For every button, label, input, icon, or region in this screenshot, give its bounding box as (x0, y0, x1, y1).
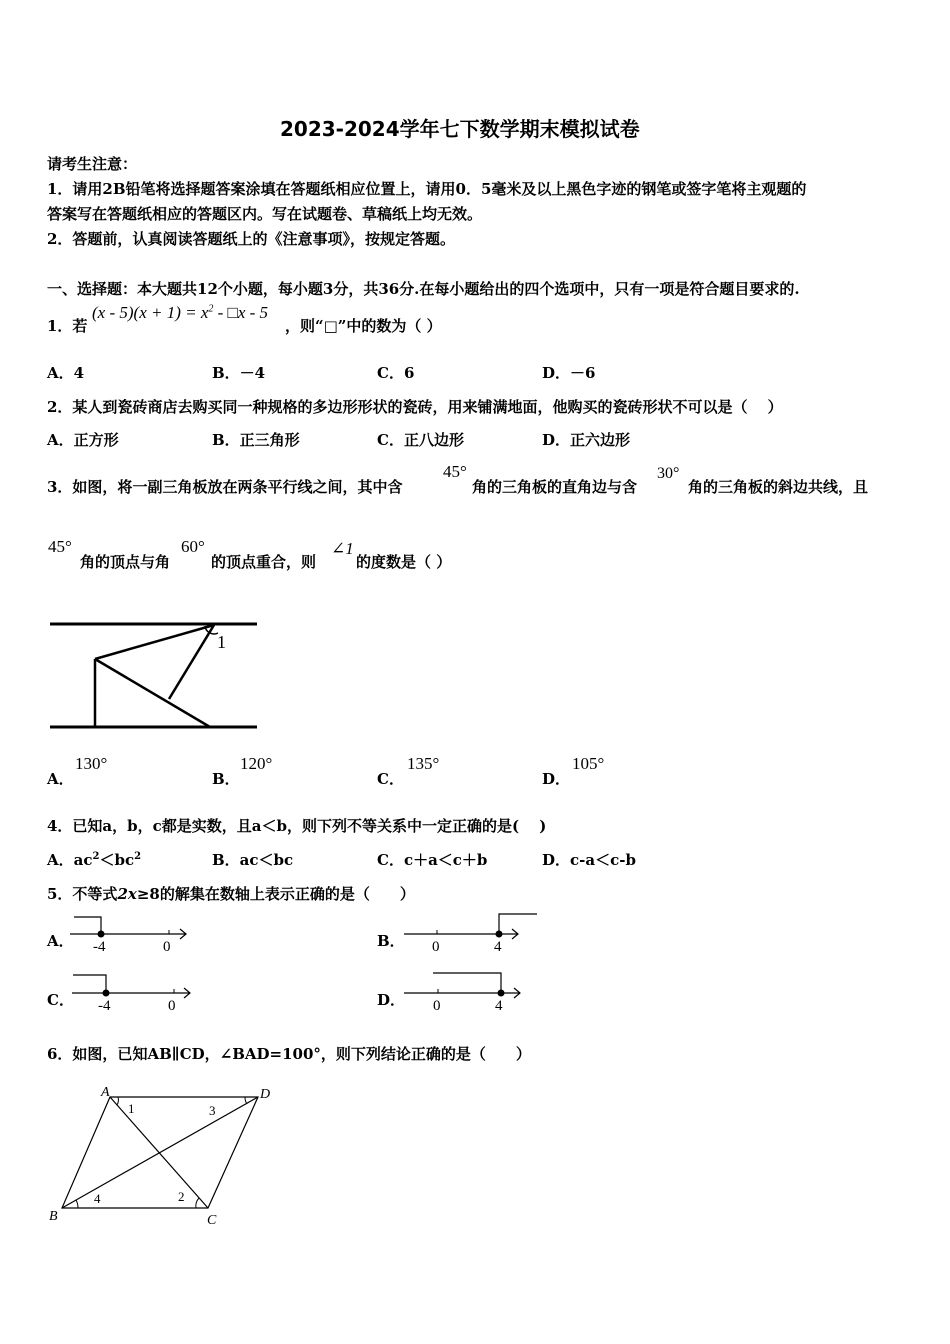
q1-formula: $(x - 5)(x + 1) = x^2$ - □x - 5 (92, 303, 269, 322)
angle-1-arc (117, 1097, 118, 1105)
q3-angle: ∠1 (331, 539, 354, 558)
q3-option-b-value: 120° (240, 754, 273, 773)
solid-dot (496, 931, 503, 938)
angle-3-arc (245, 1097, 247, 1104)
q1-option-a[interactable]: A．4 (47, 364, 85, 382)
q1-suffix: ，则“□”中的数为（ ） (285, 317, 442, 335)
q3-text-1: 3．如图，将一副三角板放在两条平行线之间，其中含 (47, 478, 403, 496)
tick-label: 0 (168, 998, 176, 1014)
vertex-b-label: B (49, 1209, 58, 1224)
q1-option-d[interactable]: D．－6 (542, 364, 596, 382)
q5-option-a-letter[interactable]: A． (47, 932, 74, 950)
notice-heading: 请考生注意： (47, 155, 138, 173)
q4-option-a[interactable]: A．$ac^2<bc^2$ (47, 851, 142, 869)
q3-degree-60: 60° (181, 537, 205, 556)
q3-option-b-letter[interactable]: B． (212, 770, 240, 788)
q3-option-c-value: 135° (407, 754, 440, 773)
q3-text-4: 角的顶点与角 (80, 553, 171, 571)
q4-option-b[interactable]: B．ac＜bc (212, 851, 294, 869)
vertex-d-label: D (260, 1087, 271, 1102)
tick-label: 0 (432, 939, 440, 955)
q5-option-d-line (404, 973, 520, 1014)
angle-4-label: 4 (94, 1191, 101, 1206)
q2-option-b[interactable]: B．正三角形 (212, 431, 300, 449)
notice-line-1: 1．请用2B铅笔将选择题答案涂填在答题纸相应位置上，请用0．5毫米及以上黑色字迹的钢笔或签字笔将主观题的 (47, 180, 807, 198)
page-title: 2023-2024学年七下数学期末模拟试卷 (280, 117, 640, 141)
solid-dot (498, 990, 505, 997)
q2-option-d[interactable]: D．正六边形 (542, 431, 631, 449)
q3-option-d-letter[interactable]: D． (542, 770, 571, 788)
q3-text-6: 的度数是（ ） (356, 553, 452, 571)
q5-option-c-letter[interactable]: C． (47, 991, 74, 1009)
vertex-c-label: C (207, 1213, 217, 1228)
tick-label: 4 (495, 998, 503, 1014)
q3-degree-30: 30° (657, 465, 680, 482)
q4-text: 4．已知a，b，c都是实数，且a＜b，则下列不等关系中一定正确的是( ) (47, 817, 547, 835)
q5-text: 5．不等式2x≥8的解集在数轴上表示正确的是（ ） (47, 885, 415, 903)
q3-option-d-value: 105° (572, 754, 605, 773)
tick-label: 4 (494, 939, 502, 955)
q3-option-a-letter[interactable]: A． (47, 770, 74, 788)
tick-label: -4 (98, 998, 111, 1014)
q6-parallelogram-figure (0, 0, 300, 1240)
tick-label: -4 (93, 939, 106, 955)
q5-option-b-line (404, 914, 537, 955)
angle-3-label: 3 (209, 1103, 216, 1118)
angle-2-label: 2 (178, 1189, 185, 1204)
angle-2-arc (196, 1198, 199, 1208)
q1-option-b[interactable]: B．－4 (212, 364, 266, 382)
q2-option-c[interactable]: C．正八边形 (377, 431, 464, 449)
q3-text-3: 角的三角板的斜边共线，且 (688, 478, 869, 496)
q4-option-c[interactable]: C．c＋a＜c＋b (377, 851, 488, 869)
angle-1-label: 1 (128, 1101, 135, 1116)
q1-prefix: 1．若 (47, 317, 88, 335)
q4-option-d[interactable]: D．c-a＜c-b (542, 851, 636, 869)
q3-option-c-letter[interactable]: C． (377, 770, 404, 788)
notice-line-1b: 答案写在答题纸相应的答题区内。写在试题卷、草稿纸上均无效。 (47, 205, 483, 223)
q3-degree-45: 45° (443, 462, 467, 481)
q2-option-a[interactable]: A．正方形 (47, 431, 119, 449)
q3-text-5: 的顶点重合，则 (211, 553, 317, 571)
q3-text-2: 角的三角板的直角边与含 (472, 478, 638, 496)
notice-line-2: 2．答题前，认真阅读答题纸上的《注意事项》，按规定答题。 (47, 230, 455, 248)
section-header: 一、选择题：本大题共12个小题，每小题3分，共36分.在每小题给出的四个选项中，只有一项是符合题目要求的. (47, 280, 800, 298)
diagonal-bd (62, 1097, 258, 1208)
q3-degree-45b: 45° (48, 537, 72, 556)
q5-option-b-letter[interactable]: B． (377, 932, 405, 950)
angle-1-label: 1 (217, 632, 226, 652)
tick-label: 0 (433, 998, 441, 1014)
q1-option-c[interactable]: C．6 (377, 364, 415, 382)
q2-text: 2．某人到瓷砖商店去购买同一种规格的多边形形状的瓷砖，用来铺满地面，他购买的瓷砖形状不可以是（ ） (47, 398, 783, 416)
q3-option-a-value: 130° (75, 754, 108, 773)
vertex-a-label: A (101, 1085, 110, 1100)
q5-option-d-letter[interactable]: D． (377, 991, 406, 1009)
tick-label: 0 (163, 939, 171, 955)
angle-4-arc (76, 1200, 78, 1208)
q6-text: 6．如图，已知AB∥CD，∠BAD=100°，则下列结论正确的是（ ） (47, 1045, 531, 1063)
